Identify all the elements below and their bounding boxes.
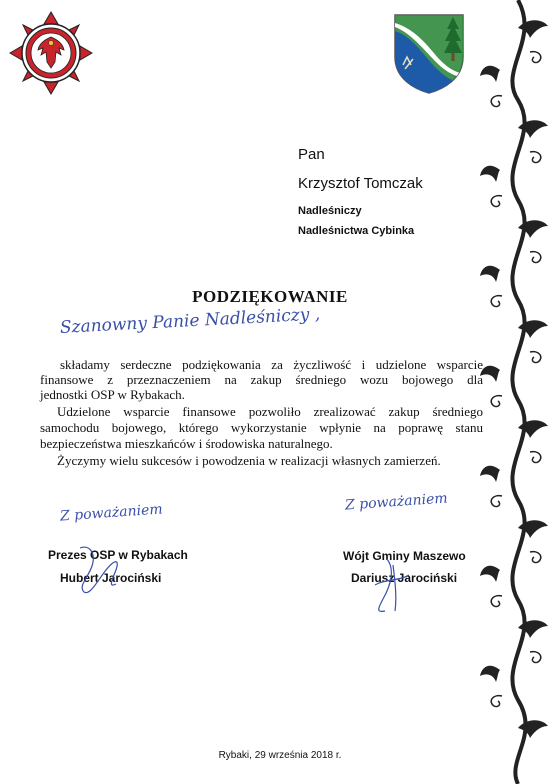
body-line: finansowe z przeznaczeniem na zakup średniego wozu bojowego dla [40,372,483,387]
signatory-right-role: Wójt Gminy Maszewo [343,549,466,563]
osp-emblem-icon [8,10,94,96]
date-line: Rybaki, 29 września 2018 r. [218,750,342,761]
recipient-name: Krzysztof Tomczak [298,175,423,192]
signatory-left-role: Prezes OSP w Rybakach [48,548,188,562]
body-line: jednostki OSP w Rybakach. [40,387,185,402]
body-line: bezpieczeństwa mieszkańców i środowiska naturalnego. [40,436,333,451]
handwritten-closing-left: Z poważaniem [59,501,164,525]
recipient-organization: Nadleśnictwa Cybinka [298,225,415,237]
body-line: Życzymy wielu sukcesów i powodzenia w realizacji własnych zamierzeń. [57,453,441,468]
signature-left-scribble [70,540,140,600]
recipient-title: Nadleśniczy [298,205,362,217]
signature-right-scribble [365,555,415,615]
handwritten-closing-right: Z poważaniem [344,490,449,514]
signatory-right-name: Dariusz Jarociński [351,571,458,585]
handwritten-salutation: Szanowny Panie Nadleśniczy , [59,304,321,338]
signatory-left-name: Hubert Jarociński [60,571,162,585]
body-line: składamy serdeczne podziękowania za życzliwość i udzielone wsparcie [60,357,483,372]
document-title: PODZIĘKOWANIE [192,287,348,306]
body-line: Udzielone wsparcie finansowe pozwoliło zrealizować zakup średniego [57,404,483,419]
recipient-salutation: Pan [298,146,325,163]
body-line: samochodu bojowego, którego wykorzystanie wpłynie na poprawę stanu [40,420,483,435]
forest-district-crest-icon [393,13,465,95]
